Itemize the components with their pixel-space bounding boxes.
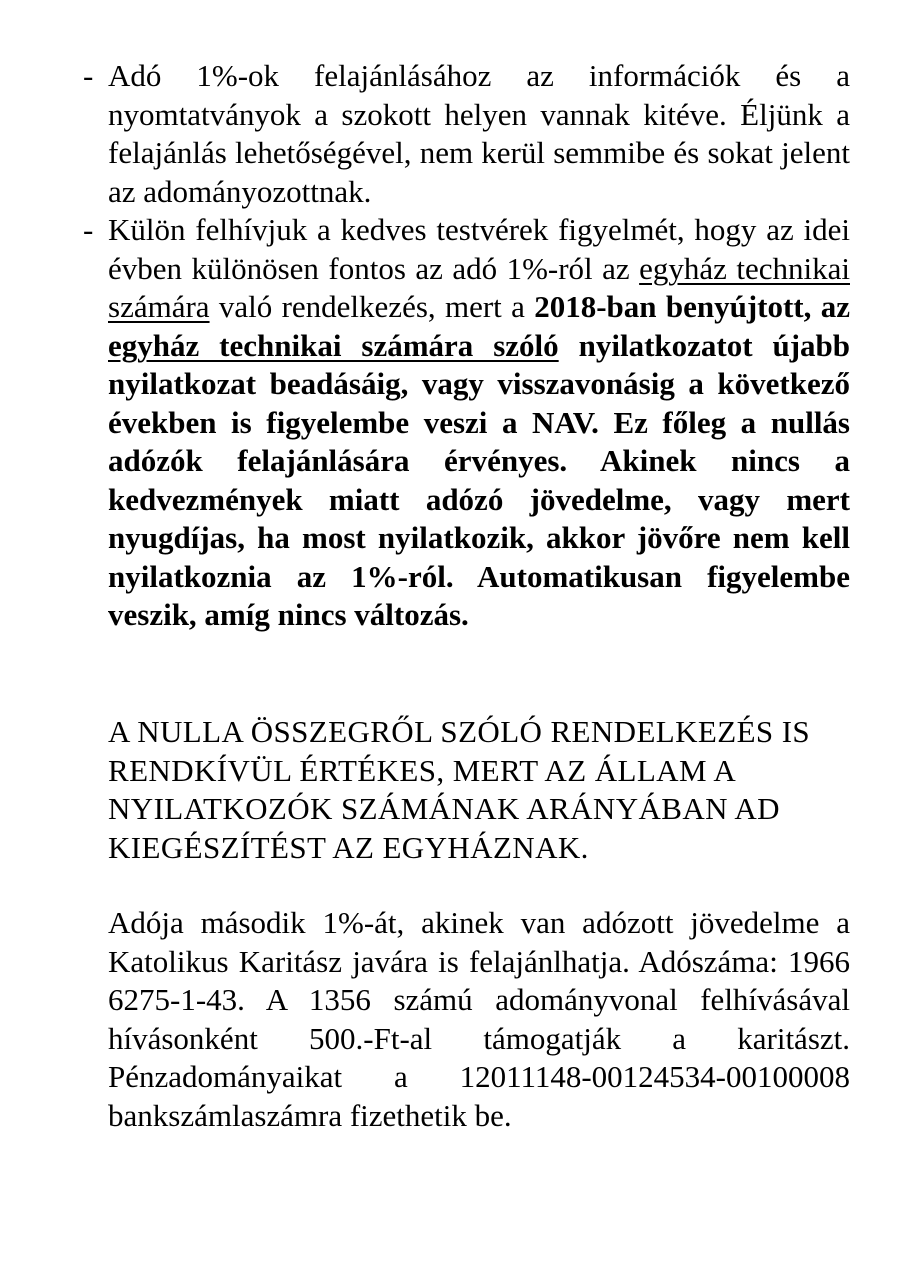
caritas-block [108,904,850,1135]
bullet-text-part: való rendelkezés, mert a [209,289,535,324]
underlined-phrase: egyház technikai számára [108,250,850,324]
bullet-dash: - [83,58,94,93]
caps-paragraph: A NULLA ÖSSZEGRŐL SZÓLÓ RENDELKEZÉS IS RENDKÍVÜL ÉRTÉKES, MERT AZ ÁLLAM A NYILATKOZÓK SZÁMÁNAK ARÁNYÁBAN AD KIEGÉSZÍTÉST AZ EGYHÁZNAK. [108,714,811,865]
bullet-item-tax-offer [83,57,850,211]
bold-phrase: nyilatkozatot újabb nyilatkozat beadásáig, vagy visszavonásig a következő években is figyelembe veszi a NAV. Ez főleg a nullás adózók felajánlására érvényes. Akinek nincs a kedvezmények miatt adózó jövedelme, vagy mert nyugdíjas, ha most nyilatkozik, akkor jövőre nem kell nyilatkoznia az 1%-ról. Automatikusan figyelembe veszik, amíg nincs változás. [108,327,851,632]
bold-underlined-phrase: egyház technikai számára szóló [108,327,559,363]
bullet-dash: - [83,212,94,247]
bold-phrase: 2018-ban benyújtott, az [534,289,850,324]
caritas-paragraph: Adója második 1%-át, akinek van adózott jövedelme a Katolikus Karitász javára is felajánlhatja. Adószáma: 1966 6275-1-43. A 1356 számú adományvonal felhívásával hívásonként 500.-Ft-al támogatják a karitászt. Pénzadományaikat a 12011148-00124534-00100008 bankszámlaszámra fizethetik be. [108,905,850,1133]
caps-notice [108,713,850,867]
bullet-text: Adó 1%-ok felajánlásához az információk és a nyomtatványok a szokott helyen vannak kitéve. Éljünk a felajánlás lehetőségével, nem kerül semmibe és sokat jelent az adományozottnak. [108,58,850,209]
bullet-item-church-technical [83,211,851,635]
bullet-text-part: Külön felhívjuk a kedves testvérek figyelmét, hogy az idei évben különösen fontos az adó 1%-ról az [108,212,850,286]
bullet-list [83,57,851,635]
